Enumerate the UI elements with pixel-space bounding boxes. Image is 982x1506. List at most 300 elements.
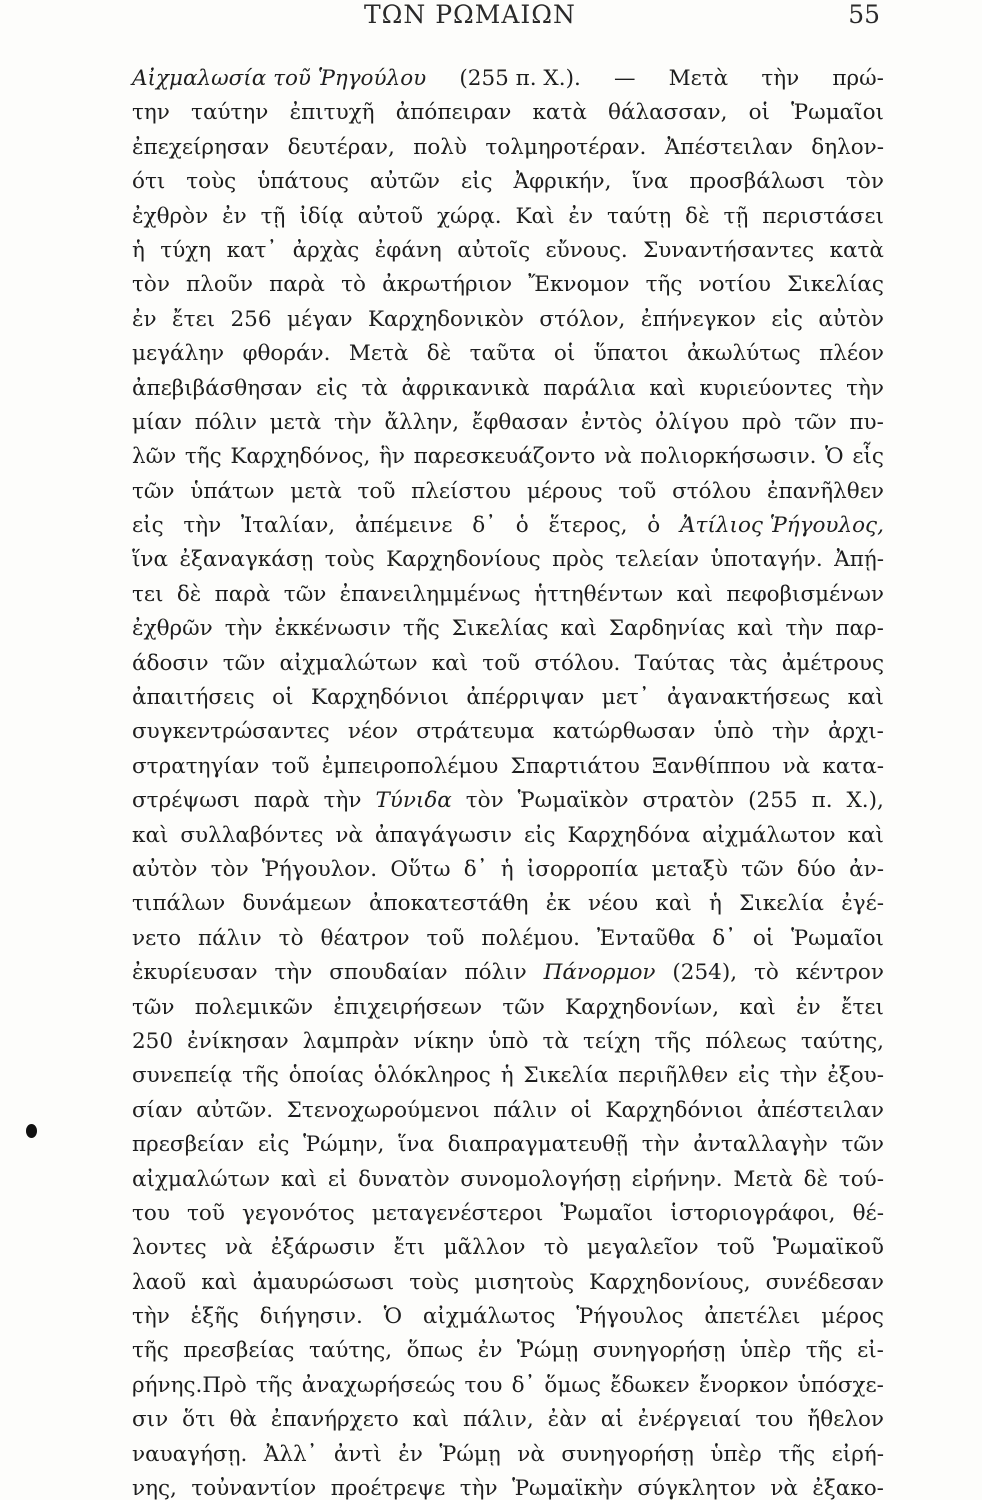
word: ἐχθρῶν [132,616,213,642]
text-line [132,62,884,96]
word: Καρχηδόνος, [230,444,371,470]
word: Σικελίας [451,616,549,642]
word: τὸ [278,925,304,951]
word: του [132,1200,170,1226]
word: του [755,1407,794,1433]
word: εἰς [771,306,803,332]
word: δηλον- [811,134,884,160]
word: ταύτης, [800,1028,884,1054]
word: θέατρον [320,925,410,951]
word: εἰς [132,513,164,539]
word: τὴν [274,960,313,986]
word: ἐνίκησαν [187,1028,289,1054]
word: δευτέραν, [287,134,395,160]
word: ἡ [709,891,722,917]
word: νὰ [225,1235,253,1261]
text-line [132,1334,884,1368]
word: ἔνορκον [698,1372,789,1398]
word: μίαν [132,409,182,435]
word: οἱ [272,685,294,711]
word: θάλασσαν, [608,100,728,126]
text-line [132,1059,884,1093]
text-line [132,303,884,337]
word: τὸν [210,856,249,882]
word: ἐμπειροπολέμου [321,753,499,779]
word: ἑξῆς [190,1304,239,1330]
word: στόλου. [534,650,621,676]
word: πλοῦν [186,272,253,298]
word: ἐξαναγκάσῃ [179,547,314,573]
word: ἀπαιτήσεις [132,685,255,711]
word: καὶ [739,994,776,1020]
word: κατώρθωσαν [552,719,696,745]
word: ναυαγήσῃ. [132,1441,248,1467]
word: ὑποταγήν. [710,547,823,573]
word: Σαρδηνίας [608,616,726,642]
body-text [132,62,884,1506]
word: Ἀπέστειλαν [664,134,793,160]
word: ἐκ [545,891,571,917]
word: πυ- [849,409,884,435]
word: ἐπιτυχῆ [289,100,375,126]
word: μετὰ [269,409,322,435]
word: Ἀφρικήν, [513,169,612,195]
word: τὴν [785,616,824,642]
word: ἔδωκεν [610,1372,690,1398]
word: ἐξου- [827,1063,884,1089]
word: εἰρήνην. [631,1166,723,1192]
word: ἐπήνεγκον [640,306,756,332]
word: παρὰ [214,581,271,607]
word: Μετὰ [348,341,409,367]
word: ὅπως [406,1338,464,1364]
word: 256 [230,306,272,332]
word: καὶ [280,1166,318,1192]
word: πρεσβείας [183,1338,295,1364]
word: Ῥωμαϊκοῦ [773,1235,884,1261]
word: Ἀπῄ- [834,547,884,573]
word: ἀντὶ [333,1441,382,1467]
word: περιστάσει [762,203,884,229]
text-line [132,406,884,440]
text-line [132,578,884,612]
word: ἀπόπειραν [395,100,512,126]
text-line [132,268,884,302]
word: Ὁ [383,1304,403,1330]
word: Μετὰ [668,66,729,91]
text-line [132,819,884,853]
text-line [132,991,884,1025]
word: ἐξάρωσιν [270,1235,376,1261]
word: ἐν [398,1441,423,1467]
word: εὔνους. [545,237,628,263]
word: ἀποκατεστάθη [369,891,529,917]
word: τῶν [502,994,545,1020]
word: ἐκκένωσιν [274,616,391,642]
word: τῆς [184,444,222,470]
word: τολμηροτέραν. [485,134,647,160]
word: ἐπανῆλθεν [766,478,884,504]
text-line [132,853,884,887]
word: ὑπὲρ [739,1338,792,1364]
word: οἱ [748,100,770,126]
word: ἀναχωρήσεώς [301,1372,456,1398]
word: εἰρή- [831,1441,884,1467]
word: οἱ [553,341,576,367]
word: ἀμαυρώσωσι [252,1269,395,1295]
word: λοντες [132,1235,207,1261]
word: αἰχμαλώτων [279,650,418,676]
word: πάλιν [493,1097,557,1123]
word: ἔτει [840,994,884,1020]
word: θέ- [852,1200,884,1226]
word: νὰ [604,444,632,470]
italic-word: Αἰχμαλωσία τοῦ Ῥηγούλου [132,66,427,91]
word: Στενοχωρούμενοι [286,1097,480,1123]
word: εἰς [523,822,556,848]
word: δ᾽ [463,856,488,882]
word: αἰχμάλωτον [702,822,836,848]
word: Ῥώμῃ [516,1338,579,1364]
word: γεγονότος [242,1200,355,1226]
word: λαοῦ [132,1269,187,1295]
word: μεταξὺ [651,856,728,882]
word: ἐν [796,994,821,1020]
word: ἐὰν [547,1407,587,1433]
word: εἷς [852,444,884,470]
word: σύγκλητον [637,1476,756,1502]
word: στράτευμα [416,719,535,745]
text-line [132,96,884,130]
word: (254), [672,960,738,986]
word: μέρους [526,478,603,504]
text-line [132,715,884,749]
word: ὑπὲρ [710,1441,762,1467]
word: καὶ [847,685,884,711]
word: θὰ [229,1407,257,1433]
word: την [132,100,170,126]
word: περιῆλθεν [618,1063,729,1089]
word: Σπαρτιάτου [510,753,640,779]
text-line [132,1266,884,1300]
word: ἐπιχειρήσεων [333,994,483,1020]
word: ὀλίγου [655,409,729,435]
word: αἰχμάλωτος [422,1304,556,1330]
page-number: 55 [848,0,880,29]
word: 250 [132,1028,174,1054]
text-line [132,543,884,577]
text-line [132,1472,884,1506]
word: Ῥωμαϊκὴν [512,1476,623,1502]
word: σπουδαίαν [329,960,448,986]
word: τει [132,581,164,607]
text-line [132,647,884,681]
word: τοῦ [357,478,396,504]
italic-word: Πάνορμον [543,960,656,986]
word: τοῦ [187,1200,225,1226]
word: ταῦτα [469,341,536,367]
word: του [464,1372,503,1398]
word: ἰσορροπία [526,856,639,882]
word: εἰ [327,1166,348,1192]
text-line [132,922,884,956]
word: αὐτῶν. [196,1097,274,1123]
word: χώρᾳ. [437,203,502,229]
word: ὑπάτους [257,169,349,195]
word: τὰς [729,650,768,676]
text-line [132,200,884,234]
word: παράλια [543,375,636,401]
word: τὴν [641,1132,680,1158]
text-line [132,1025,884,1059]
italic-word: Τύνιδα [375,788,452,814]
word: πόλιν [464,960,527,986]
word: παρεσκευάζοντο [413,444,596,470]
text-line [132,165,884,199]
word: ἐν [222,203,247,229]
word: παρὰ [269,272,325,298]
word: πλείστου [411,478,512,504]
word: αὐτοῖς [457,237,531,263]
word: Ῥήγουλος [576,1304,684,1330]
word: Ῥωμαῖοι [791,925,884,951]
word: καὶ [412,1407,450,1433]
word: μεγάλην [132,341,225,367]
word: τείχη [583,1028,641,1054]
word: Ἔκνομον [528,272,630,298]
word: τὴν [772,719,810,745]
word: ἀφρικανικὰ [401,375,530,401]
word: λῶν [132,444,177,470]
word: ταύτῃ [606,203,672,229]
word: Καρχηδόνιοι [310,685,449,711]
word: τὴν [846,375,884,401]
word: ἀγανακτήσεως [667,685,831,711]
word: τῶν [222,650,266,676]
word: τῆς [255,1372,293,1398]
word: νὰ [517,1441,545,1467]
word: νὰ [335,822,363,848]
word: σιν [132,1407,169,1433]
word: τοῦ [426,925,465,951]
text-line [132,440,884,474]
word: τὴν [333,409,372,435]
word: Καρχηδονικὸν [367,306,524,332]
word: (255 [748,788,798,814]
running-title: ΤΩΝ ΡΩΜΑΙΩΝ [364,0,576,29]
word: τῆς [132,1338,169,1364]
word: Σικελία [739,891,824,917]
margin-bullet-mark [26,1124,37,1138]
word: ὅτι [182,1407,216,1433]
word: Ῥήγουλον. [261,856,378,882]
word: αὐτοῦ [357,203,424,229]
word: ἡ [500,856,514,882]
word: Ῥωμαϊκὸν [517,788,629,814]
word: (255 π. Χ.). [459,66,581,91]
text-line [132,1197,884,1231]
word: τῶν [841,1132,884,1158]
word: ἐπανήρχετο [270,1407,399,1433]
word: πολιορκήσωσιν. [640,444,817,470]
text-line [132,887,884,921]
word: ἐχθρὸν [132,203,209,229]
text-line [132,337,884,371]
word: νετο [132,925,182,951]
word: εἰς [460,169,493,195]
text-line [132,234,884,268]
word: τὴν [323,788,362,814]
word: δυνάμεων [242,891,352,917]
word: Σικελίας [787,272,884,298]
word: τοῦ [271,753,310,779]
word: τὴν [779,1063,818,1089]
word: λαμπρὰν [302,1028,400,1054]
word: τελείαν [615,547,700,573]
italic-word: Ἀτίλιος Ῥήγουλος, [680,513,884,539]
word: ἀμέτρους [781,650,884,676]
text-line [132,784,884,818]
word: ἡ [500,1063,514,1089]
word: τὴν [224,616,263,642]
word: πολὺ [413,134,467,160]
word: ὁ [647,513,661,539]
word: ἀπέρριψαν [466,685,585,711]
word: δ᾽ [472,513,496,539]
word: τὸν [132,272,170,298]
word: μεγαλεῖον [586,1235,699,1261]
word: ἔφθασαν [471,409,569,435]
word: νοτίου [698,272,771,298]
word: Καρχηδονίους, [589,1269,751,1295]
word: ἤθελον [807,1407,884,1433]
word: Καὶ [515,203,555,229]
word: δ᾽ [511,1372,536,1398]
text-line [132,612,884,646]
word: πολεμικῶν [194,994,314,1020]
word: οἱ [570,1097,592,1123]
word: νὰ [770,1476,798,1502]
word: συνέδεσαν [765,1269,884,1295]
word: ἀπαγάγωσιν [374,822,512,848]
word: πάλιν [197,925,262,951]
word: δ᾽ [712,925,736,951]
word: τὴν [183,513,222,539]
word: πόλιν [194,409,257,435]
word: ότι [132,169,166,195]
text-line [132,1300,884,1334]
word: παρὰ [253,788,310,814]
word: ὅμως [544,1372,601,1398]
word: ὁποίας [288,1063,364,1089]
word: τοὐναντίον [191,1476,317,1502]
word: πάλιν, [463,1407,534,1433]
word: ἐν [132,306,157,332]
word: ἀνταλλαγὴν [693,1132,828,1158]
word: συγκεντρώσαντες [132,719,330,745]
word: ἀπέστειλαν [756,1097,884,1123]
word: νίκην [413,1028,475,1054]
word: τιπάλων [132,891,226,917]
word: μέγαν [286,306,353,332]
word: καὶ [649,375,686,401]
word: πεφοβισμένων [726,581,884,607]
word: Ἰταλίαν, [241,513,336,539]
text-line [132,956,884,990]
word: προσβάλωσι [689,169,826,195]
word: ἔτει [172,306,216,332]
word: — [613,66,636,91]
word: αὐτὸν [132,856,198,882]
word: ἣν [378,444,405,470]
word: ὁ [515,513,529,539]
word: αἰχμαλώτων [132,1166,271,1192]
word: στρατὸν [642,788,735,814]
word: τῆς [242,1063,279,1089]
word: τῶν [794,409,837,435]
word: άδοσιν [132,650,209,676]
text-line [132,372,884,406]
word: τοῦ [482,650,521,676]
word: νης, [132,1476,177,1502]
word: οἱ [752,925,775,951]
word: Ῥωμαῖοι [560,1200,654,1226]
word: καὶ [847,822,884,848]
word: Ξανθίππου [651,753,771,779]
word: Ἐνταῦθα [596,925,696,951]
word: μετ᾽ [601,685,650,711]
word: ἐκυρίευσαν [132,960,258,986]
word: σίαν [132,1097,183,1123]
word: τοῦ [618,478,657,504]
text-line [132,750,884,784]
word: τὰ [542,1028,569,1054]
word: κατὰ [829,237,884,263]
text-line [132,1163,884,1197]
word: Ἀλλ᾽ [263,1441,318,1467]
word: ἐγέ- [841,891,884,917]
word: ἀρχὰς [292,237,360,263]
word: ἐφάνη [374,237,442,263]
word: ὁλόκληρος [373,1063,491,1089]
word: τῆς [402,616,440,642]
word: ἐν [568,203,594,229]
word: κατὰ [532,100,587,126]
word: ἱστοριογράφοι, [670,1200,836,1226]
word: φθοράν. [242,341,331,367]
word: καὶ [560,616,597,642]
word: τὸν [846,169,884,195]
word: δὲ [176,581,202,607]
text-line [132,131,884,165]
word: ἀρχι- [828,719,884,745]
word: Μετὰ [733,1166,793,1192]
word: ἡττηθέντων [534,581,664,607]
word: τῆς [654,1028,692,1054]
word: κυριεύοντες [699,375,833,401]
text-line [132,681,884,715]
word: Οὕτω [390,856,451,882]
word: μισητοὺς [474,1269,575,1295]
word: τοὺς [409,1269,460,1295]
word: στρατηγίαν [132,753,260,779]
word: τῶν [132,478,175,504]
word: καὶ [737,616,774,642]
word: ταύτης, [308,1338,393,1364]
word: καὶ [431,650,469,676]
word: ἐπανειλημμένως [339,581,521,607]
word: Ῥώμην, [303,1132,385,1158]
